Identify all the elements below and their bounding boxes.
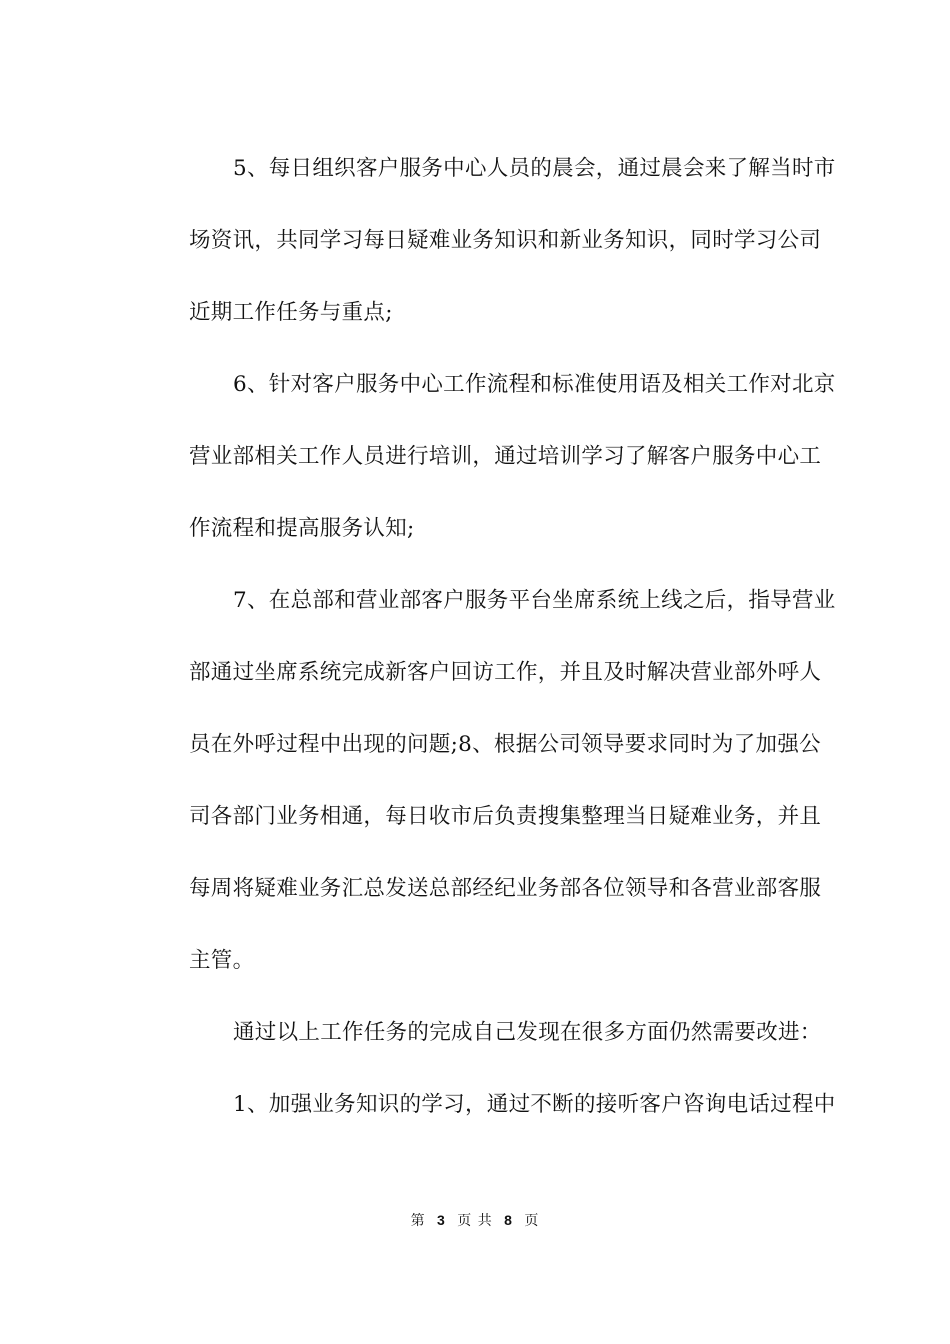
- paragraph-item-5: [145, 133, 836, 349]
- current-page-number: 3: [437, 1212, 446, 1228]
- paragraph-item-6: [145, 349, 836, 565]
- text-line: 部通过坐席系统完成新客户回访工作，并且及时解决营业部外呼人: [189, 660, 822, 685]
- text-line: 通过以上工作任务的完成自己发现在很多方面仍然需要改进：: [233, 1020, 822, 1045]
- text-line: 营业部相关工作人员进行培训，通过培训学习了解客户服务中心工: [189, 444, 822, 469]
- text-line: 司各部门业务相通，每日收市后负责搜集整理当日疑难业务，并且: [189, 804, 822, 829]
- text-line: 7、在总部和营业部客户服务平台坐席系统上线之后，指导营业: [233, 588, 836, 613]
- page-footer: [0, 1210, 950, 1230]
- paragraph-summary: [145, 997, 822, 1069]
- text-line: 1、加强业务知识的学习，通过不断的接听客户咨询电话过程中: [233, 1092, 836, 1117]
- footer-suffix: 页: [524, 1213, 540, 1229]
- text-line: 每周将疑难业务汇总发送总部经纪业务部各位领导和各营业部客服: [189, 876, 822, 901]
- text-line: 主管。: [189, 948, 255, 973]
- footer-middle: 页 共: [457, 1213, 493, 1229]
- footer-prefix: 第: [410, 1213, 426, 1229]
- text-line: 5、每日组织客户服务中心人员的晨会，通过晨会来了解当时市: [233, 156, 836, 181]
- document-body: [145, 133, 836, 1141]
- paragraph-item-7-8: [145, 565, 836, 997]
- text-line: 近期工作任务与重点;: [189, 300, 393, 325]
- text-line: 作流程和提高服务认知;: [189, 516, 415, 541]
- text-line: 场资讯，共同学习每日疑难业务知识和新业务知识，同时学习公司: [189, 228, 822, 253]
- text-line: 员在外呼过程中出现的问题;8、根据公司领导要求同时为了加强公: [189, 732, 821, 757]
- total-page-number: 8: [504, 1212, 513, 1228]
- text-line: 6、针对客户服务中心工作流程和标准使用语及相关工作对北京: [233, 372, 836, 397]
- paragraph-improvement-1: [145, 1069, 836, 1141]
